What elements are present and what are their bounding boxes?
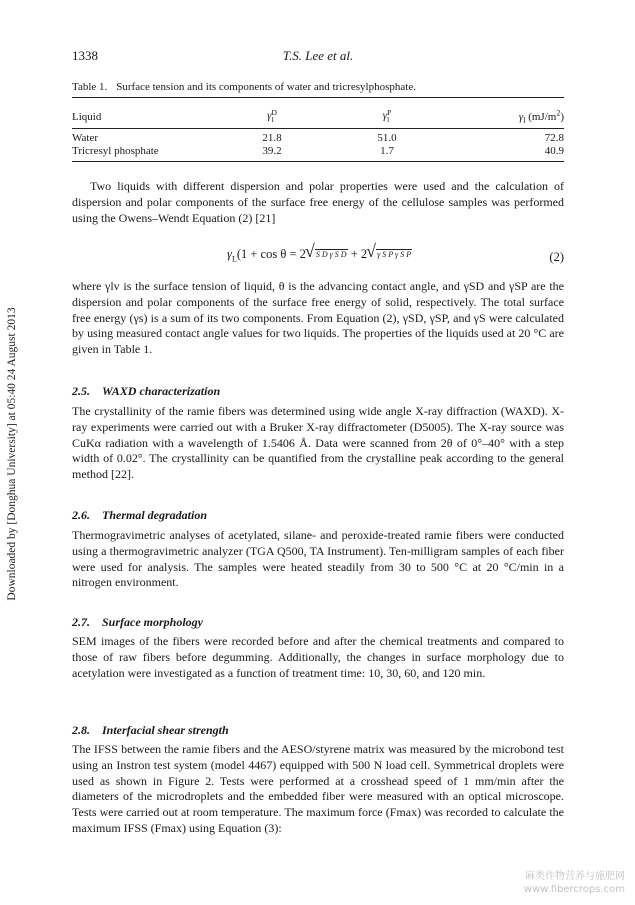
site-watermark (524, 870, 625, 896)
col-header-polar: γ P l (312, 100, 462, 129)
cell-polar: 1.7 (312, 145, 462, 162)
section-heading-ifss: 2.8. Interfacial shear strength (72, 723, 229, 737)
paragraph-owens-wendt: Two liquids with different dispersion and polar properties were used and the calculation of dispersion and polar components of the surface free energy of the cellulose samples was performed using the Owens–Wendt Equation (2) [21] (72, 179, 564, 225)
page-header (72, 48, 564, 66)
paragraph-thermal: Thermogravimetric analyses of acetylated, silane- and peroxide-treated ramie fibers were conducted using a thermogravimetric analyzer (TGA Q500, TA Instrument). Ten-milligram samples of each fiber were used for analysis. The samples were heated steadily from 30 to 500 °C at 20 °C/min in a nitrogen environment. (72, 528, 564, 590)
running-head: T.S. Lee et al. (282, 48, 354, 63)
col-header-total: $\gamma_l$ $(mJ/m^2)$ (462, 100, 564, 129)
col-header-dispersion: γ D l (232, 100, 312, 129)
col-header-liquid: Liquid (72, 100, 232, 129)
paragraph-symbols: where γlv is the surface tension of liquid, θ is the advancing contact angle, and γSD and γSP are the dispersion and polar components of the surface free energy of solid, respectively. The total surface free energy (γs) is a sum of its two components. From Equation (2), γSD, γSP, and γS were calculated by using measured contact angle values for two liquids. The properties of the liquids used at 20 °C are given in Table 1. (72, 279, 564, 357)
table-caption (72, 81, 416, 93)
cell-liquid: Tricresyl phosphate (72, 145, 232, 162)
table-header-row (72, 100, 564, 129)
paragraph-ifss: The IFSS between the ramie fibers and the AESO/styrene matrix was measured by the microbond test using an Instron test system (model 4467) equipped with 500 N load cell. Symmetrical droplets were used as shown in Figure 2. Tests were performed at a crosshead speed of 1 mm/min after the diameters of the microdroplets and the embedded fiber were measured with an optical microscope. Tests were carried out at room temperature. The maximum force (Fmax) was recorded to calculate the maximum IFSS (Fmax) using Equation (3): (72, 742, 564, 835)
cell-liquid: Water (72, 132, 98, 144)
cell-total: 72.8 (544, 132, 564, 144)
cell-dispersion: 39.2 (232, 145, 312, 162)
watermark-line-2: www.fibercrops.com (523, 884, 625, 895)
paragraph-waxd: The crystallinity of the ramie fibers was determined using wide angle X-ray diffraction (WAXD). X-ray experiments were carried out with a Bruker X-ray diffractometer (D5005). The X-ray source was CuKα radiation with a wavelength of 1.5406 Å. Data were scanned from 2θ of 0°–40° with a step width of 0.02°. The crystallinity can be quantified from the crystalline peak according to the general method [22]. (72, 404, 564, 482)
cell-total: 40.9 (462, 145, 564, 162)
table-row (72, 129, 564, 146)
equation-body: $\gamma_L(1 + \cos \theta = 2√$ S D γ S D + 2√ γ S P γ S P (227, 247, 412, 262)
sqrt-term-polar: √ γ S P γ S P (367, 247, 412, 262)
table-caption-text: Surface tension and its components of water and tricresylphosphate. (116, 81, 416, 93)
surface-tension-table (72, 97, 564, 162)
section-heading-thermal: 2.6. Thermal degradation (72, 508, 208, 522)
section-heading-morphology: 2.7. Surface morphology (72, 615, 204, 629)
watermark-line-1: 麻类作物营养与施肥网 (525, 871, 625, 882)
paragraph-morphology: SEM images of the fibers were recorded before and after the chemical treatments and compared to those of raw fibers before degumming. Additionally, the changes in surface morphology due to acetylation were investigated as a function of treatment time: 10, 30, 60, and 120 min. (72, 634, 564, 680)
sqrt-term-dispersion: √ S D γ S D (306, 247, 348, 262)
table-row (72, 145, 564, 162)
equation-number: (2) (549, 250, 564, 264)
page-number: 1338 (72, 48, 98, 63)
download-watermark: Downloaded by [Donghua University] at 05:40 24 August 2013 (6, 307, 18, 601)
table-label: Table 1. (72, 81, 108, 93)
section-heading-waxd: 2.5. WAXD characterization (72, 384, 221, 398)
equation-2 (72, 245, 564, 269)
cell-dispersion: 21.8 (262, 132, 282, 144)
cell-polar: 51.0 (377, 132, 397, 144)
